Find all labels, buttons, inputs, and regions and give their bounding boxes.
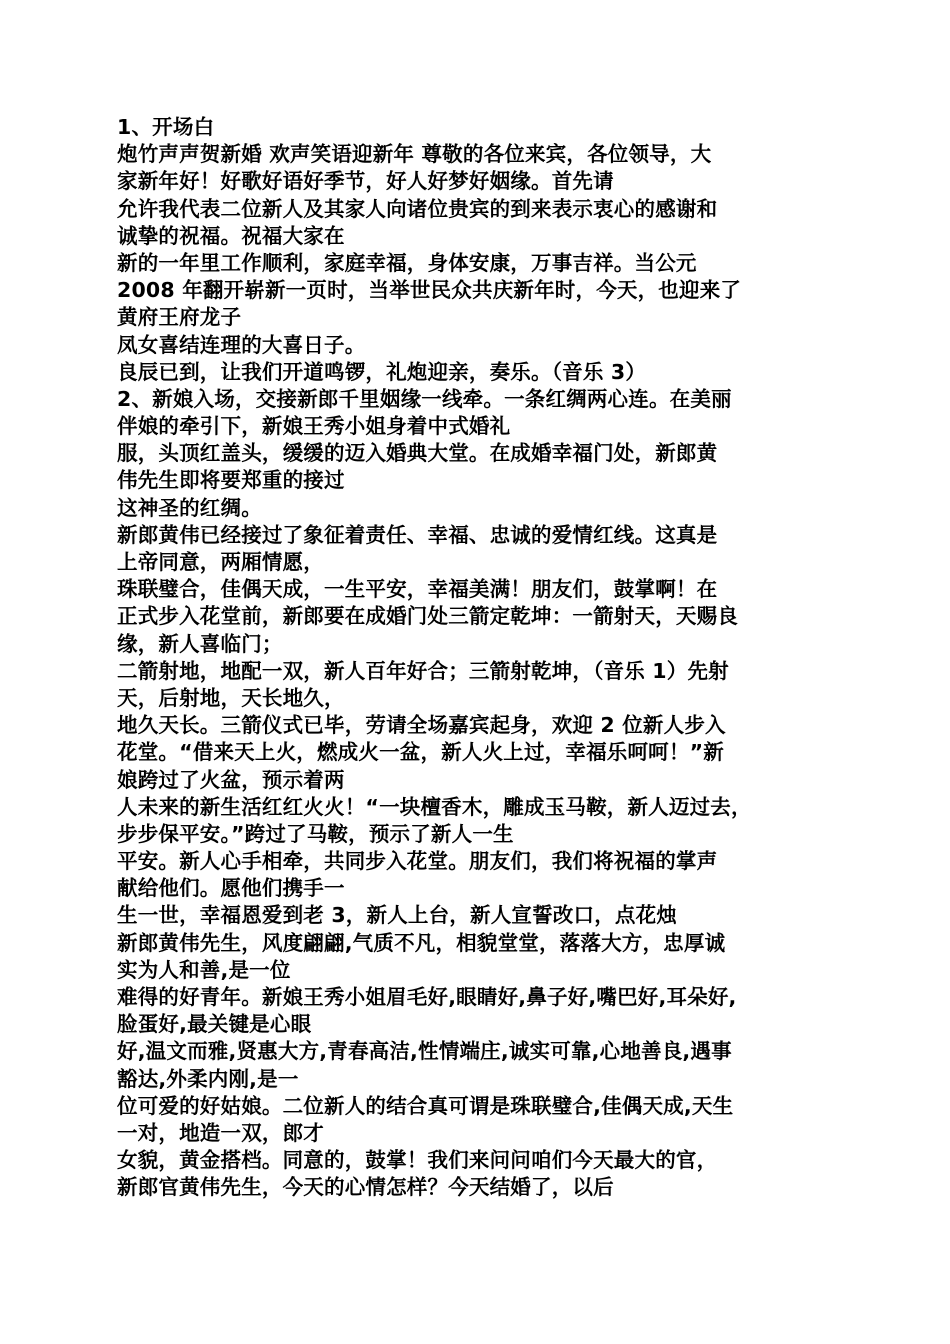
text-line: 诚挚的祝福。祝福大家在 <box>117 223 345 248</box>
text-line: 人未来的新生活红红火火！“一块檀香木，雕成玉马鞍，新人迈过去， <box>117 794 752 819</box>
text-line: 良辰已到，让我们开道鸣锣，礼炮迎亲，奏乐。（音乐 3） <box>117 359 647 384</box>
text-line: 难得的好青年。新娘王秀小姐眉毛好,眼睛好,鼻子好,嘴巴好,耳朵好, <box>117 985 737 1009</box>
text-line: 实为人和善,是一位 <box>117 957 291 982</box>
text-line: 脸蛋好,最关键是心眼 <box>117 1012 312 1037</box>
text-line: 2008 年翻开崭新一页时，当举世民众共庆新年时，今天，也迎来了 <box>117 278 742 303</box>
text-line: 珠联璧合，佳偶天成，一生平安，幸福美满！朋友们，鼓掌啊！在 <box>117 577 718 602</box>
text-line: 新郎黄伟已经接过了象征着责任、幸福、忠诚的爱情红线。这真是 <box>117 522 718 547</box>
text-line: 新的一年里工作顺利，家庭幸福，身体安康，万事吉祥。当公元 <box>117 250 697 275</box>
text-line: 地久天长。三箭仪式已毕，劳请全场嘉宾起身，欢迎 2 位新人步入 <box>117 713 726 738</box>
text-line: 伟先生即将要郑重的接过 <box>117 468 345 493</box>
text-line: 步步保平安。”跨过了马鞍，预示了新人一生 <box>117 821 514 846</box>
text-line: 这神圣的红绸。 <box>117 495 262 520</box>
text-line: 生一世，幸福恩爱到老 3，新人上台，新人宣誓改口，点花烛 <box>117 903 677 928</box>
text-line: 伴娘的牵引下，新娘王秀小姐身着中式婚礼 <box>117 414 511 439</box>
text-line: 位可爱的好姑娘。二位新人的结合真可谓是珠联璧合,佳偶天成,天生 <box>117 1093 734 1118</box>
text-line: 二箭射地，地配一双，新人百年好合；三箭射乾坤，（音乐 1）先射 <box>117 658 729 683</box>
text-line: 家新年好！好歌好语好季节，好人好梦好姻缘。首先请 <box>117 169 614 194</box>
text-line: 服，头顶红盖头，缓缓的迈入婚典大堂。在成婚幸福门处，新郎黄 <box>117 441 718 466</box>
text-line: 豁达,外柔内刚,是一 <box>117 1066 299 1091</box>
text-line: 黄府王府龙子 <box>117 305 242 330</box>
text-line: 娘跨过了火盆，预示着两 <box>117 767 345 792</box>
text-line: 炮竹声声贺新婚 欢声笑语迎新年 尊敬的各位来宾，各位领导，大 <box>117 142 712 167</box>
text-line: 新郎黄伟先生，风度翩翩,气质不凡，相貌堂堂，落落大方，忠厚诚 <box>117 930 726 955</box>
text-line: 正式步入花堂前，新郎要在成婚门处三箭定乾坤：一箭射天，天赐良 <box>117 604 738 629</box>
text-line: 缘，新人喜临门； <box>117 631 283 656</box>
text-line: 献给他们。愿他们携手一 <box>117 876 345 901</box>
text-line: 女貌，黄金搭档。同意的，鼓掌！我们来问问咱们今天最大的官， <box>117 1148 718 1173</box>
text-line: 花堂。“借来天上火，燃成火一盆，新人火上过，幸福乐呵呵！”新 <box>117 740 724 765</box>
text-line: 1、开场白 <box>117 115 215 139</box>
document-body <box>117 114 837 1202</box>
text-line: 天，后射地，天长地久， <box>117 685 345 710</box>
text-line: 允许我代表二位新人及其家人向诸位贵宾的到来表示衷心的感谢和 <box>117 196 718 221</box>
text-line: 凤女喜结连理的大喜日子。 <box>117 332 366 357</box>
text-line: 2、新娘入场，交接新郎千里姻缘一线牵。一条红绸两心连。在美丽 <box>117 386 732 411</box>
text-line: 好,温文而雅,贤惠大方,青春高洁,性情端庄,诚实可靠,心地善良,遇事 <box>117 1039 732 1064</box>
text-line: 上帝同意，两厢情愿， <box>117 550 324 574</box>
text-line: 一对，地造一双，郎才 <box>117 1120 324 1145</box>
text-line: 新郎官黄伟先生，今天的心情怎样？今天结婚了，以后 <box>117 1175 614 1200</box>
text-line: 平安。新人心手相牵，共同步入花堂。朋友们，我们将祝福的掌声 <box>117 849 718 874</box>
